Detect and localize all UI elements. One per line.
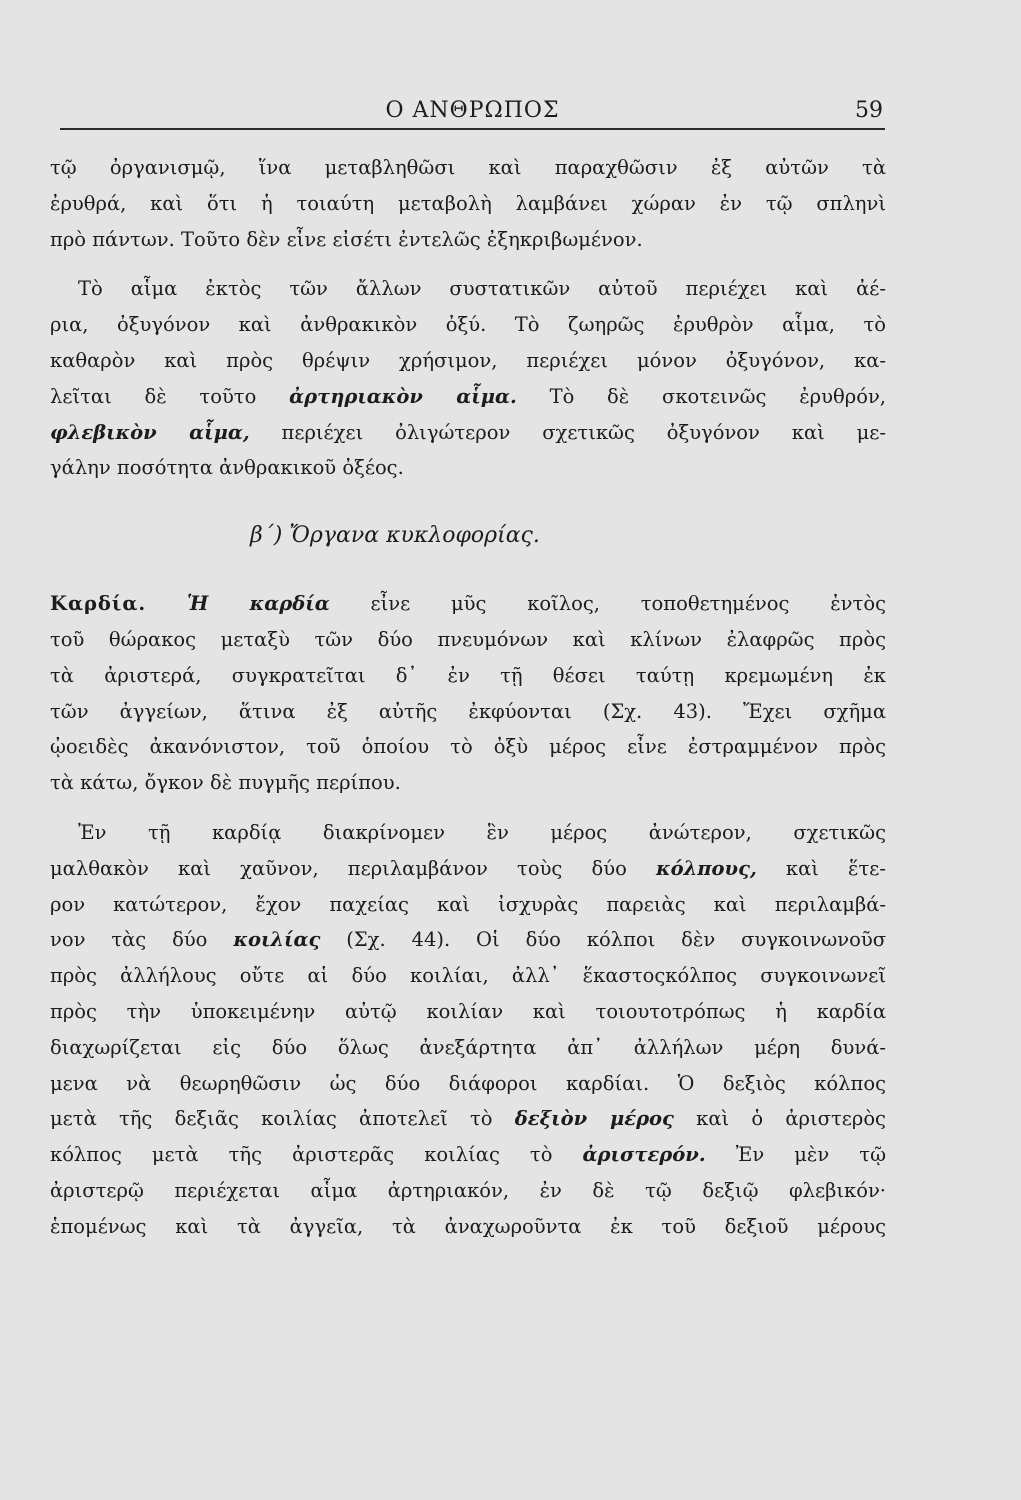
page-body bbox=[50, 150, 886, 1245]
running-header bbox=[60, 96, 885, 130]
text-line: τοῦ θώρακος μεταξὺ τῶν δύο πνευμόνων καὶ κλίνων ἐλαφρῶς πρὸς bbox=[50, 627, 886, 651]
term-right-part: δεξιὸν μέρος bbox=[514, 1107, 674, 1131]
term-venous-blood: φλεβικὸν αἷμα, bbox=[50, 420, 250, 444]
text-line: τὰ κάτω, ὄγκον δὲ πυγμῆς περίπου. bbox=[50, 771, 401, 795]
paragraph-1 bbox=[50, 150, 886, 257]
text-line bbox=[50, 1101, 886, 1137]
text-line: Τὸ αἷμα ἐκτὸς τῶν ἄλλων συστατικῶν αὐτοῦ περιέχει καὶ ἀέ- bbox=[78, 277, 886, 301]
paragraph-4 bbox=[50, 815, 886, 1245]
text-line: ἀριστερῷ περιέχεται αἷμα ἀρτηριακόν, ἐν δὲ τῷ δεξιῷ φλεβικόν· bbox=[50, 1178, 886, 1202]
text-line bbox=[50, 379, 886, 415]
text-segment: (Σχ. 44). Οἱ δύο κόλποι δὲν συγκοινωνοῦσ bbox=[346, 928, 887, 952]
term-heart: Ἡ καρδία bbox=[186, 592, 330, 616]
text-line: ρια, ὀξυγόνον καὶ ἀνθρακικὸν ὀξύ. Τὸ ζωηρῶς ἐρυθρὸν αἷμα, τὸ bbox=[50, 313, 886, 337]
term-arterial-blood: ἀρτηριακὸν αἷμα. bbox=[289, 384, 517, 408]
text-line: καθαρὸν καὶ πρὸς θρέψιν χρήσιμον, περιέχει μόνον ὀξυγόνον, κα- bbox=[50, 348, 886, 372]
text-segment: κόλπος μετὰ τῆς ἀριστερᾶς κοιλίας τὸ bbox=[50, 1143, 553, 1167]
term-ventricles: κοιλίας bbox=[233, 928, 321, 952]
text-line bbox=[50, 1137, 886, 1173]
text-segment: εἶνε μῦς κοῖλος, τοποθετημένος ἐντὸς bbox=[370, 592, 886, 616]
text-line: διαχωρίζεται εἰς δύο ὅλως ἀνεξάρτητα ἀπ᾽ ἀλλήλων μέρη δυνά- bbox=[50, 1035, 886, 1059]
text-segment: καὶ ἕτε- bbox=[785, 856, 886, 880]
text-line: πρὸς ἀλλήλους οὔτε αἱ δύο κοιλίαι, ἀλλ᾽ ἕκαστοςκόλπος συγκοινωνεῖ bbox=[50, 964, 886, 988]
text-line: τῶν ἀγγείων, ἅτινα ἐξ αὐτῆς ἐκφύονται (Σχ. 43). Ἔχει σχῆμα bbox=[50, 699, 886, 723]
text-segment: καὶ ὁ ἀριστερὸς bbox=[696, 1107, 886, 1131]
text-line bbox=[50, 922, 886, 958]
text-segment: λεῖται δὲ τοῦτο bbox=[50, 384, 257, 408]
paragraph-2 bbox=[50, 271, 886, 486]
text-line: πρὸς τὴν ὑποκειμένην αὐτῷ κοιλίαν καὶ τοιουτοτρόπως ἡ καρδία bbox=[50, 999, 886, 1023]
paragraph-3 bbox=[50, 586, 886, 801]
running-title: Ο ΑΝΘΡΩΠΟΣ bbox=[385, 98, 560, 123]
text-line: ἑπομένως καὶ τὰ ἀγγεῖα, τὰ ἀναχωροῦντα ἐκ τοῦ δεξιοῦ μέρους bbox=[50, 1214, 886, 1238]
text-line: μενα νὰ θεωρηθῶσιν ὡς δύο διάφοροι καρδίαι. Ὁ δεξιὸς κόλπος bbox=[50, 1071, 886, 1095]
text-segment: νον τὰς δύο bbox=[50, 928, 208, 952]
text-segment: μαλθακὸν καὶ χαῦνον, περιλαμβάνον τοὺς δύο bbox=[50, 856, 627, 880]
text-line: γάλην ποσότητα ἀνθρακικοῦ ὀξέος. bbox=[50, 456, 404, 480]
run-in-heading: Καρδία. bbox=[50, 592, 147, 616]
text-line bbox=[50, 851, 886, 887]
text-segment: Τὸ δὲ σκοτεινῶς ἐρυθρόν, bbox=[549, 384, 887, 408]
text-segment: Ἐν μὲν τῷ bbox=[735, 1143, 886, 1167]
text-line: ἐρυθρά, καὶ ὅτι ἡ τοιαύτη μεταβολὴ λαμβάνει χώραν ἐν τῷ σπληνὶ bbox=[50, 191, 886, 215]
term-left-part: ἀριστερόν. bbox=[582, 1143, 706, 1167]
text-line: ᾠοειδὲς ἀκανόνιστον, τοῦ ὁποίου τὸ ὀξὺ μέρος εἶνε ἐστραμμένον πρὸς bbox=[50, 735, 886, 759]
page-number: 59 bbox=[855, 98, 883, 123]
text-line: τὰ ἀριστερά, συγκρατεῖται δ᾽ ἐν τῇ θέσει ταύτῃ κρεμωμένη ἐκ bbox=[50, 663, 886, 687]
text-line: ρον κατώτερον, ἔχον παχείας καὶ ἰσχυρὰς παρειὰς καὶ περιλαμβά- bbox=[50, 892, 886, 916]
text-line: Ἐν τῇ καρδίᾳ διακρίνομεν ἓν μέρος ἀνώτερον, σχετικῶς bbox=[78, 820, 886, 844]
term-atria: κόλπους, bbox=[655, 856, 757, 880]
section-subheading: β΄) Ὄργανα κυκλοφορίας. bbox=[250, 523, 540, 549]
text-line bbox=[50, 415, 886, 451]
text-line: τῷ ὀργανισμῷ, ἵνα μεταβληθῶσι καὶ παραχθῶσιν ἐξ αὐτῶν τὰ bbox=[50, 156, 886, 179]
text-segment: περιέχει ὀλιγώτερον σχετικῶς ὀξυγόνον καὶ με- bbox=[281, 420, 886, 444]
text-segment: μετὰ τῆς δεξιᾶς κοιλίας ἀποτελεῖ τὸ bbox=[50, 1107, 493, 1131]
text-line: πρὸ πάντων. Τοῦτο δὲν εἶνε εἰσέτι ἐντελῶς ἐξηκριβωμένον. bbox=[50, 227, 643, 251]
text-line bbox=[50, 586, 886, 622]
